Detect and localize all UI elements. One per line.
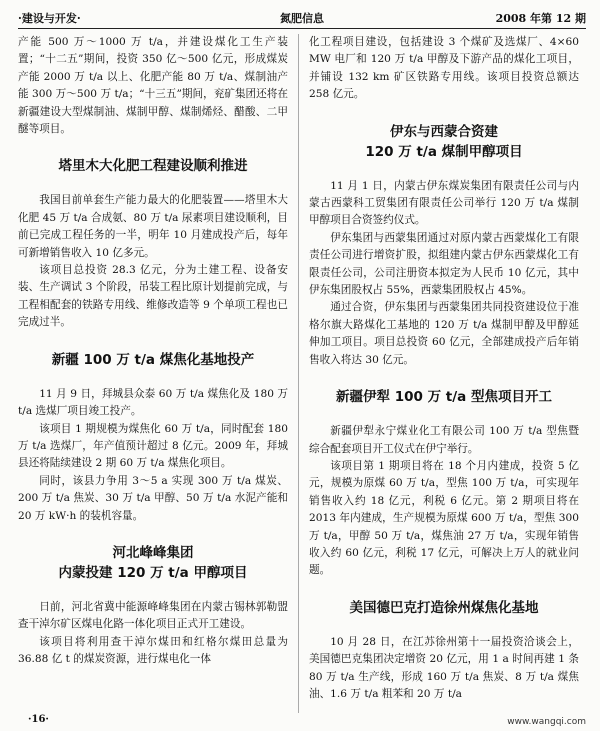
article-paragraph: 该项目总投资 28.3 亿元，分为土建工程、设备安装、生产调试 3 个阶段，吊装工程比原计划提前完成，与工程相配套的铁路专用线、维修改造等 9 个单项工程也已完成过半。: [18, 264, 288, 329]
header-section: ·建设与开发·: [18, 12, 81, 25]
article-title-line2: 120 万 t/a 煤制甲醇项目: [365, 143, 523, 160]
header-rule: [18, 28, 586, 29]
intro-paragraph-left: 产能 500 万～1000 万 t/a，并建设煤化工生产装置；“十二五”期间，投资 350 亿～500 亿元，形成煤炭产能 2000 万 t/a 以上、化肥产能 80 万 t/a、煤制油产能 300 万～500 万 t/a；“十三五”期间，兖矿集团还将在新疆建设大型煤制油、煤制甲醇、煤制烯烃、醋酸、二甲醚等项目。: [18, 36, 288, 136]
article-title: 新疆伊犁 100 万 t/a 型焦项目开工: [336, 389, 552, 406]
column-divider: [298, 34, 299, 713]
article-title-line2: 内蒙投建 120 万 t/a 甲醇项目: [58, 564, 248, 581]
article-title-line1: 河北峰峰集团: [112, 544, 194, 561]
article-paragraph: 同时，该县力争用 3～5 a 实现 300 万 t/a 煤炭、200 万 t/a 焦炭、30 万 t/a 甲醇、50 万 t/a 水泥产能和 20 万 kW·h 的装机容量。: [18, 474, 288, 522]
article-paragraph: 通过合资，伊东集团与西蒙集团共同投资建设位于准格尔旗大路煤化工基地的 120 万 t/a 煤制甲醇及甲醇延伸加工项目。项目总投资 60 亿元，全部建成投产后年销售收入将达 30 亿元。: [309, 301, 579, 366]
article-title: 美国德巴克打造徐州煤焦化基地: [349, 599, 539, 616]
article-title: 塔里木大化肥工程建设顺利推进: [58, 158, 248, 175]
header-journal: 氮肥信息: [280, 12, 324, 25]
article-title: 新疆 100 万 t/a 煤焦化基地投产: [51, 351, 255, 368]
running-header: [18, 10, 586, 26]
page-number: ·16·: [28, 714, 49, 725]
article-paragraph: 11 月 9 日，拜城县众泰 60 万 t/a 煤焦化及 180 万 t/a 选煤厂项目竣工投产。: [18, 387, 288, 418]
right-column: [309, 34, 579, 703]
article-paragraph: 10 月 28 日，在江苏徐州第十一届投资洽谈会上，美国德巴克集团决定增资 20 亿元，用 1 a 时间再建 1 条 80 万 t/a 生产线，形成 160 万 t/a 焦炭、8 万 t/a 煤焦油、1.6 万 t/a 粗苯和 20 万 t/a: [309, 635, 579, 700]
article-paragraph: 该项目第 1 期项目将在 18 个月内建成，投资 5 亿元，规模为原煤 60 万 t/a，型焦 100 万 t/a，可实现年销售收入约 18 亿元，利税 6 亿元。第 2 期项目将在 2013 年内建成，生产规模为原煤 600 万 t/a，型焦 300 万 t/a，甲醇 50 万 t/a，煤焦油 27 万 t/a，实现年销售收入约 60 亿元，利税 17 亿元，可解决上万人的就业问题。: [309, 459, 579, 577]
watermark: www.wangqi.com: [507, 717, 586, 727]
article-paragraph: 新疆伊犁永宁煤业化工有限公司 100 万 t/a 型焦暨综合配套项目开工仪式在伊宁举行。: [309, 425, 579, 455]
left-column: [18, 34, 288, 669]
article-paragraph: 11 月 1 日，内蒙古伊东煤炭集团有限责任公司与内蒙古西蒙科工贸集团有限责任公司举行 120 万 t/a 煤制甲醇项目合资签约仪式。: [309, 179, 579, 227]
article-paragraph: 该项目 1 期规模为煤焦化 60 万 t/a，同时配套 180 万 t/a 选煤厂，年产值预计超过 8 亿元。2009 年，拜城县还将陆续建设 2 期 60 万 t/a 煤焦化项目。: [18, 422, 288, 470]
header-issue: 2008 年第 12 期: [495, 12, 586, 25]
article-paragraph: 伊东集团与西蒙集团通过对原内蒙古西蒙煤化工有限责任公司进行增资扩股，拟组建内蒙古伊东西蒙煤化工有限责任公司，公司注册资本拟定为人民币 10 亿元，其中伊东集团股权占 55%，西蒙集团股权占 45%。: [309, 231, 579, 297]
article-paragraph: 我国目前单套生产能力最大的化肥装置——塔里木大化肥 45 万 t/a 合成氨、80 万 t/a 尿素项目建设顺利，目前已完成工程任务的一半，明年 10 月建成投产后，每年可新增销售收入 10 亿多元。: [18, 194, 288, 259]
article-paragraph: 日前，河北省冀中能源峰峰集团在内蒙古锡林郭勒盟查干淖尔矿区煤电化路一体化项目正式开工建设。: [18, 600, 288, 631]
intro-paragraph-right: 化工程项目建设，包括建设 3 个煤矿及选煤厂、4×60 MW 电厂和 120 万 t/a 甲醇及下游产品的煤化工项目，并铺设 132 km 矿区铁路专用线。该项目投资总额达 258 亿元。: [309, 36, 579, 101]
article-paragraph: 该项目将利用查干淖尔煤田和红格尔煤田总量为 36.88 亿 t 的煤炭资源，进行煤电化一体: [18, 635, 288, 666]
article-title-line1: 伊东与西蒙合资建: [390, 123, 498, 140]
